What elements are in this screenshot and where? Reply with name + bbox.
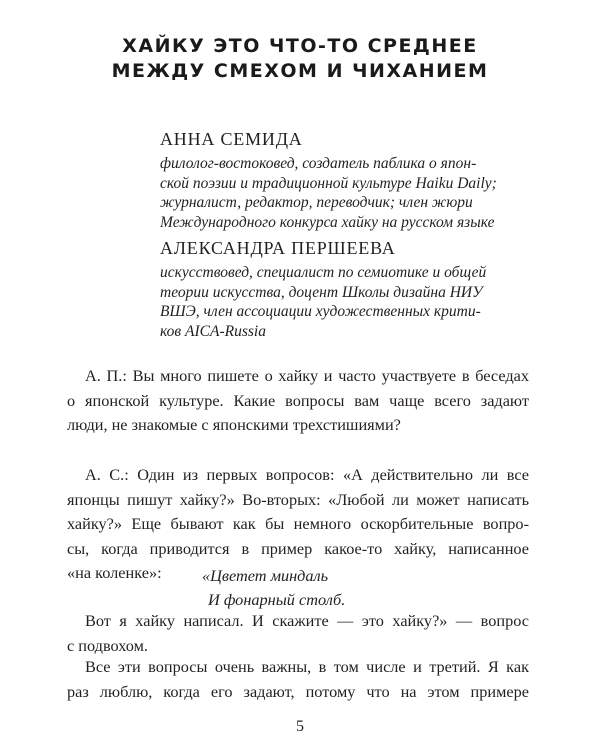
- author-anna-semida: [160, 128, 525, 232]
- text-line: японцы пишут хайку?» Во-вторых: «Любой ли может написать: [67, 489, 529, 509]
- text-line: хайку?» Еще бывают как бы немного оскорбительные вопро-: [67, 514, 529, 533]
- author-desc-line: ской поэзии и традиционной культуре Haiku Daily;: [160, 174, 497, 192]
- title-line-2: МЕЖДУ СМЕХОМ И ЧИХАНИЕМ: [111, 60, 489, 82]
- paragraph-continuation: [67, 609, 529, 658]
- page-number: 5: [296, 718, 304, 735]
- author-desc-line: Международного конкурса хайку на русском языке: [160, 213, 495, 231]
- author-name: АЛЕКСАНДРА ПЕРШЕЕВА: [160, 238, 396, 258]
- author-desc-line: ВШЭ, член ассоциации художественных крити-: [160, 303, 481, 320]
- paragraph-final: [67, 655, 529, 704]
- text-line: Все эти вопросы очень важны, в том числе и третий. Я как: [85, 657, 529, 676]
- author-description: [160, 154, 525, 232]
- text-line: «на коленке»:: [67, 563, 162, 582]
- poem-line: И фонарный столб.: [208, 590, 346, 609]
- paragraph-question: [67, 364, 529, 438]
- text-line: сы, когда приводится в пример какое-то хайку, написанное: [67, 538, 529, 558]
- author-desc-line: ков AICA-Russia: [160, 322, 266, 340]
- author-aleksandra-persheeva: [160, 237, 525, 341]
- author-desc-line: журналист, редактор, переводчик; член жюри: [160, 194, 473, 211]
- haiku-poem: [202, 564, 452, 612]
- text-line: А. С.: Один из первых вопросов: «А действительно ли все: [85, 465, 529, 484]
- chapter-title: [0, 34, 600, 84]
- text-line: люди, не знакомые с японскими трехстишиями?: [67, 415, 401, 434]
- author-desc-line: теории искусства, доцент Школы дизайна НИУ: [160, 283, 483, 301]
- poem-line: «Цветет миндаль: [202, 566, 329, 585]
- author-desc-line: филолог-востоковед, создатель паблика о япон-: [160, 155, 477, 172]
- text-line: А. П.: Вы много пишете о хайку и часто участвуете в беседах: [85, 366, 529, 385]
- text-line: о японской культуре. Какие вопросы вам чаще всего задают: [67, 390, 529, 410]
- title-line-1: ХАЙКУ ЭТО ЧТО-ТО СРЕДНЕЕ: [122, 35, 478, 57]
- text-line: с подвохом.: [67, 635, 148, 655]
- author-description: [160, 263, 525, 341]
- text-line: Вот я хайку написал. И скажите — это хайку?» — вопрос: [85, 611, 529, 630]
- author-desc-line: искусствовед, специалист по семиотике и общей: [160, 264, 487, 281]
- author-name: АННА СЕМИДА: [160, 129, 303, 149]
- text-line: раз люблю, когда его задают, потому что на этом примере: [67, 681, 529, 701]
